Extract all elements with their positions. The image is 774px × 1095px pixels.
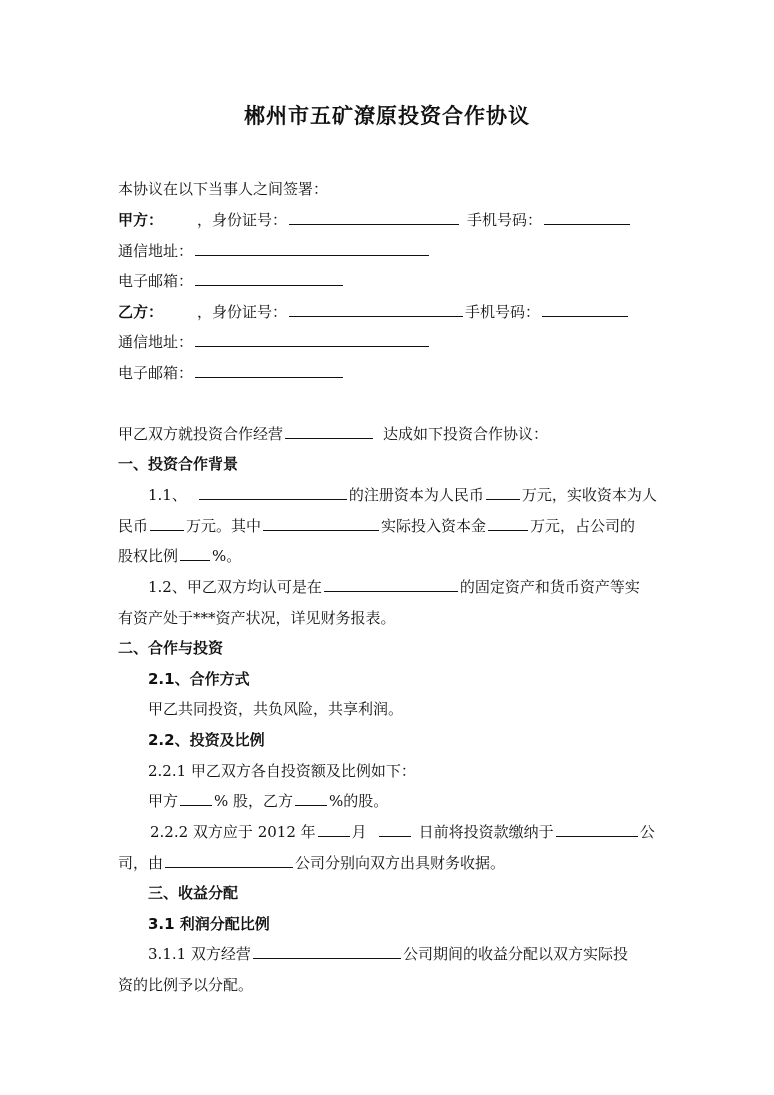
- clause-1-2-line-2: [118, 607, 396, 629]
- party-a-share-field[interactable]: [180, 790, 212, 806]
- investor-name-field[interactable]: [263, 515, 379, 531]
- party-b-phone-label: 手机号码：: [465, 303, 541, 321]
- payee-company-field[interactable]: [556, 821, 638, 837]
- paid-in-capital-field[interactable]: [150, 515, 184, 531]
- subsection-2-1-heading: 2.1、合作方式: [148, 670, 250, 688]
- ratio-text-1: 甲方: [148, 792, 179, 810]
- clause-1-1-text-2: 万元，实收资本为人: [521, 486, 657, 504]
- party-b-email-field[interactable]: [195, 362, 343, 378]
- clause-1-1-text-1: 的注册资本为人民币: [348, 486, 484, 504]
- equity-ratio-field[interactable]: [180, 545, 210, 561]
- party-a-phone-label: 手机号码：: [467, 211, 543, 229]
- party-b-email-line: [118, 362, 345, 384]
- section-1-heading: 一、投资合作背景: [118, 455, 239, 473]
- clause-1-2-prefix: 1.2、甲乙双方均认可是在: [148, 578, 322, 596]
- party-b-phone-field[interactable]: [542, 301, 628, 317]
- party-a-address-label: 通信地址：: [118, 242, 194, 260]
- clause-1-2-text-2: 有资产处于***资产状况，详见财务报表。: [118, 609, 396, 627]
- clause-1-1-text-6: 万元，占公司的: [530, 517, 636, 535]
- party-a-address-line: [118, 240, 431, 262]
- clause-2-2-2-text-3: 日前将投资款缴纳于: [418, 823, 554, 841]
- clause-2-2-2-text-4: 公: [639, 823, 655, 841]
- party-a-id-field[interactable]: [289, 209, 459, 225]
- month-field[interactable]: [318, 821, 350, 837]
- invested-capital-field[interactable]: [488, 515, 528, 531]
- clause-1-1-prefix: 1.1、: [148, 486, 187, 504]
- party-b-address-field[interactable]: [195, 331, 429, 347]
- subsection-3-1-heading: 3.1 利润分配比例: [148, 915, 270, 933]
- party-a-email-label: 电子邮箱：: [118, 272, 194, 290]
- intro-text: 本协议在以下当事人之间签署：: [118, 180, 329, 198]
- preamble-before: 甲乙双方就投资合作经营: [118, 425, 284, 443]
- clause-1-1-text-8: %。: [212, 547, 242, 565]
- party-b-label: 乙方：: [118, 303, 164, 321]
- clause-1-1-text-7: 股权比例: [118, 547, 179, 565]
- clause-3-1-1-text-1: 3.1.1 双方经营: [148, 945, 251, 963]
- preamble-line: [118, 423, 548, 445]
- party-b-line: [118, 301, 630, 323]
- registered-capital-field[interactable]: [486, 484, 520, 500]
- clause-1-1-text-5: 实际投入资本金: [381, 517, 487, 535]
- clause-1-1-line-2: [118, 515, 635, 537]
- intro-line: [118, 178, 328, 200]
- clause-2-2-2-text-2: 月: [351, 823, 367, 841]
- party-a-id-label: ，身份证号：: [197, 211, 288, 229]
- clause-1-1-text-3: 民币: [118, 517, 149, 535]
- clause-1-2-line-1: [148, 576, 640, 598]
- party-b-id-field[interactable]: [289, 301, 463, 317]
- operating-company-field[interactable]: [253, 943, 401, 959]
- business-field[interactable]: [285, 423, 373, 439]
- subsection-2-2-heading: 2.2、投资及比例: [148, 731, 265, 749]
- party-b-address-label: 通信地址：: [118, 333, 194, 351]
- ratio-text-3: %的股。: [329, 792, 389, 810]
- ratio-line: [148, 790, 388, 812]
- ratio-text-2: % 股，乙方: [214, 792, 294, 810]
- party-a-phone-field[interactable]: [544, 209, 630, 225]
- party-a-email-line: [118, 270, 345, 292]
- party-a-address-field[interactable]: [195, 240, 429, 256]
- day-field[interactable]: [379, 821, 411, 837]
- party-a-label: 甲方：: [118, 211, 164, 229]
- section-2-heading: 二、合作与投资: [118, 639, 224, 657]
- clause-1-1-text-4: 万元。其中: [186, 517, 262, 535]
- section-3-heading: 三、收益分配: [148, 884, 239, 902]
- party-a-email-field[interactable]: [195, 270, 343, 286]
- party-a-line: [118, 209, 632, 231]
- clause-3-1-1-text-2: 公司期间的收益分配以双方实际投: [402, 945, 628, 963]
- document-title: 郴州市五矿潦原投资合作协议: [244, 104, 530, 128]
- issuer-company-field[interactable]: [165, 852, 293, 868]
- party-b-id-label: ，身份证号：: [197, 303, 288, 321]
- clause-2-2-1: 2.2.1 甲乙双方各自投资额及比例如下：: [148, 762, 416, 780]
- clause-2-2-2-text-6: 公司分别向双方出具财务收据。: [295, 854, 506, 872]
- clause-2-2-2-text-1: 2.2.2 双方应于 2012 年: [150, 823, 316, 841]
- clause-1-1-line-3: [118, 545, 241, 567]
- clause-2-2-2-text-5: 司，由: [118, 854, 164, 872]
- clause-1-2-text-1: 的固定资产和货币资产等实: [459, 578, 640, 596]
- party-b-share-field[interactable]: [295, 790, 327, 806]
- party-b-email-label: 电子邮箱：: [118, 364, 194, 382]
- clause-3-1-1-line-1: [148, 943, 628, 965]
- preamble-after: 达成如下投资合作协议：: [383, 425, 549, 443]
- company-name-field[interactable]: [199, 484, 347, 500]
- clause-3-1-1-line-2: 资的比例予以分配。: [118, 976, 254, 994]
- asset-company-field[interactable]: [324, 576, 458, 592]
- subsection-2-1-text: 甲乙共同投资，共负风险，共享利润。: [148, 700, 404, 718]
- clause-2-2-2-line-1: [150, 821, 655, 843]
- party-b-address-line: [118, 331, 431, 353]
- clause-2-2-2-line-2: [118, 852, 505, 874]
- clause-1-1-line-1: [148, 484, 657, 506]
